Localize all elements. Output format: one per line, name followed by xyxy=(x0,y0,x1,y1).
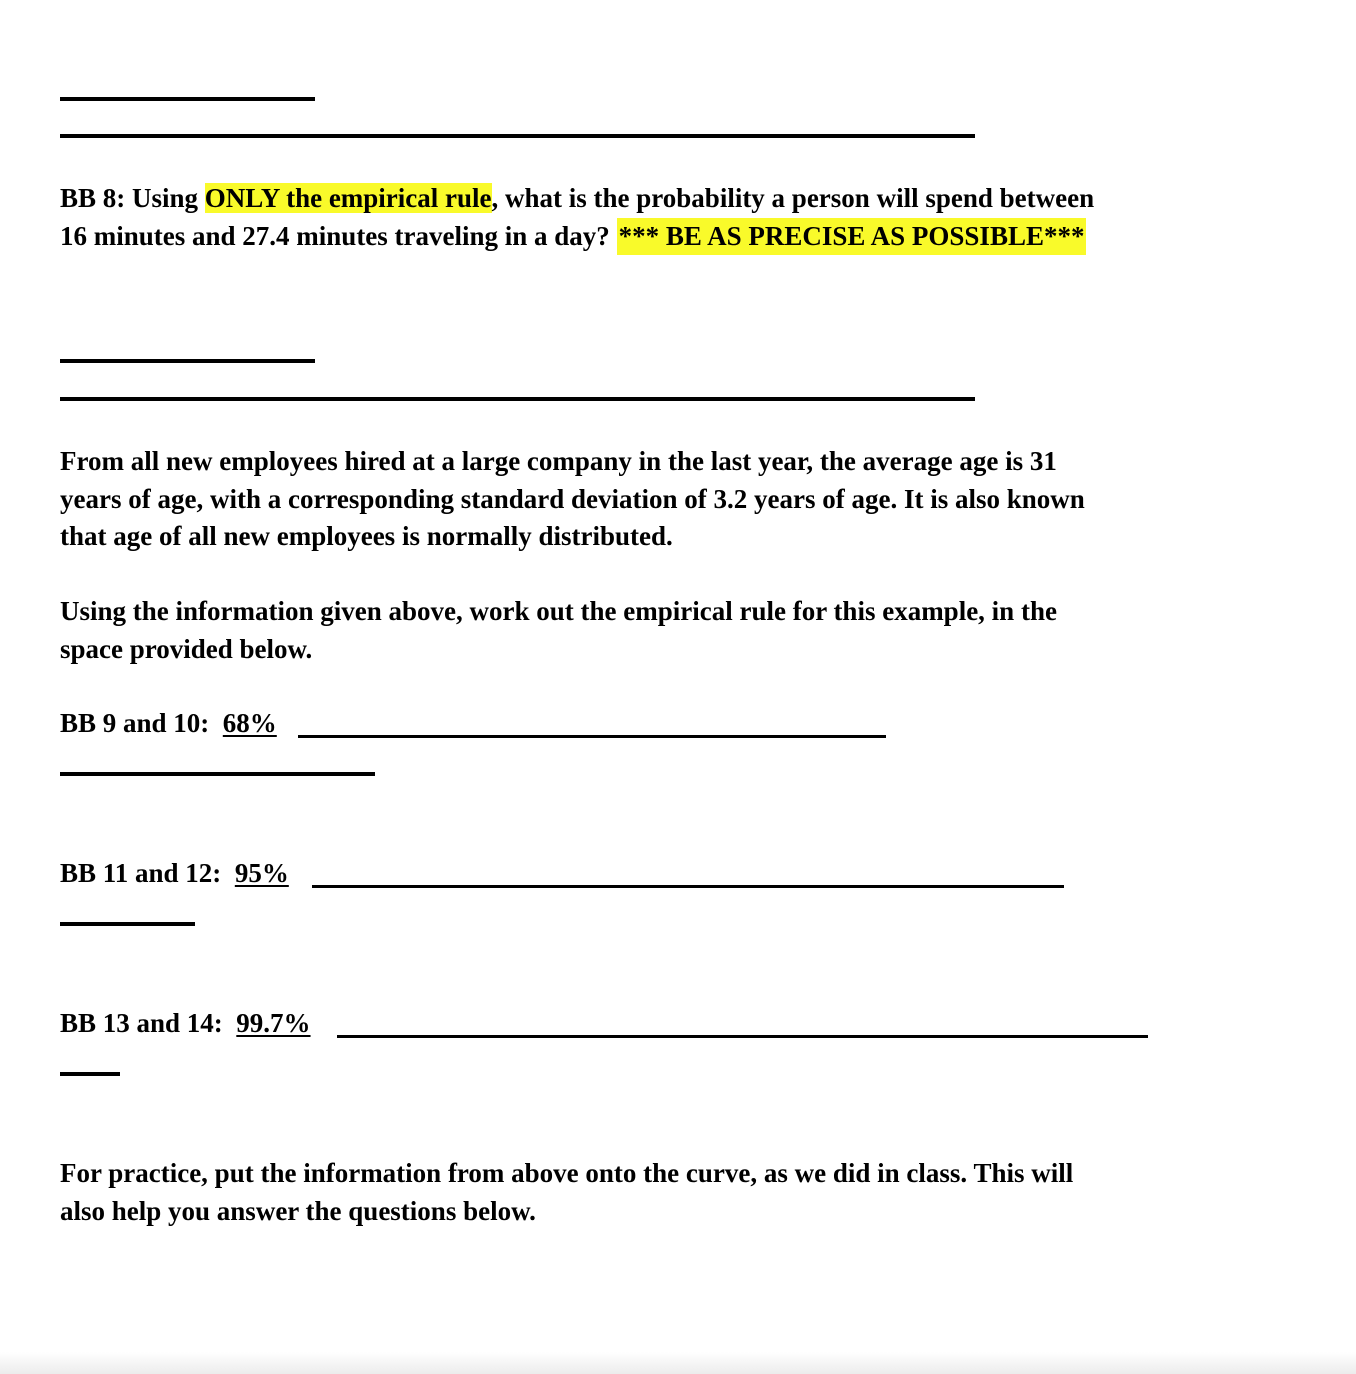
bb13-14-answer-line[interactable] xyxy=(337,1035,1148,1038)
bb9-10-label: BB 9 and 10: xyxy=(60,708,210,738)
bb11-12-row xyxy=(60,855,289,893)
bb8-rest: , what is the probability a person will spend between xyxy=(491,183,1095,213)
bb8-line2-text: 16 minutes and 27.4 minutes traveling in a day? xyxy=(60,220,610,251)
bb11-12-answer-line[interactable] xyxy=(312,885,1064,888)
answer-rule-short xyxy=(60,359,315,363)
answer-rule-long xyxy=(60,397,975,401)
bb11-12-percent: 95% xyxy=(234,858,289,888)
bb8-label: BB 8: xyxy=(60,183,126,213)
practice-line-1: For practice, put the information from above onto the curve, as we did in class. This will xyxy=(60,1158,1074,1188)
practice-paragraph xyxy=(60,1155,1073,1230)
scenario-line-2: years of age, with a corresponding standard deviation of 3.2 years of age. It is also known xyxy=(60,483,1085,514)
bb8-line-1 xyxy=(60,180,1094,218)
bb9-10-row xyxy=(60,705,277,743)
page-bottom-shadow xyxy=(0,1352,1356,1374)
bb8-question xyxy=(60,180,1094,255)
answer-rule-long xyxy=(60,134,975,138)
bb9-10-percent: 68% xyxy=(222,708,277,738)
instruction-line-1: Using the information given above, work out the empirical rule for this example, in the xyxy=(60,596,1057,626)
scenario-line-3: that age of all new employees is normally distributed. xyxy=(60,521,673,551)
bb11-12-label: BB 11 and 12: xyxy=(60,858,222,888)
instruction-line-2: space provided below. xyxy=(60,633,313,664)
bb8-line-2 xyxy=(60,218,1094,256)
bb13-14-label: BB 13 and 14: xyxy=(60,1008,223,1038)
bb13-14-continuation-rule[interactable] xyxy=(60,1072,120,1076)
bb8-using: Using xyxy=(132,183,199,213)
bb13-14-percent: 99.7% xyxy=(236,1008,311,1038)
answer-rule-short xyxy=(60,97,315,101)
scenario-line-1: From all new employees hired at a large company in the last year, the average age is 31 xyxy=(60,446,1057,476)
bb9-10-continuation-rule[interactable] xyxy=(60,772,375,776)
scenario-paragraph xyxy=(60,443,1085,556)
bb11-12-continuation-rule[interactable] xyxy=(60,922,195,926)
practice-line-2: also help you answer the questions below. xyxy=(60,1195,536,1226)
bb9-10-answer-line[interactable] xyxy=(298,735,886,738)
bb8-highlight: ONLY the empirical rule xyxy=(204,183,492,213)
bb13-14-row xyxy=(60,1005,311,1043)
instruction-paragraph xyxy=(60,593,1057,668)
bb8-precise-note: *** BE AS PRECISE AS POSSIBLE*** xyxy=(617,218,1087,256)
